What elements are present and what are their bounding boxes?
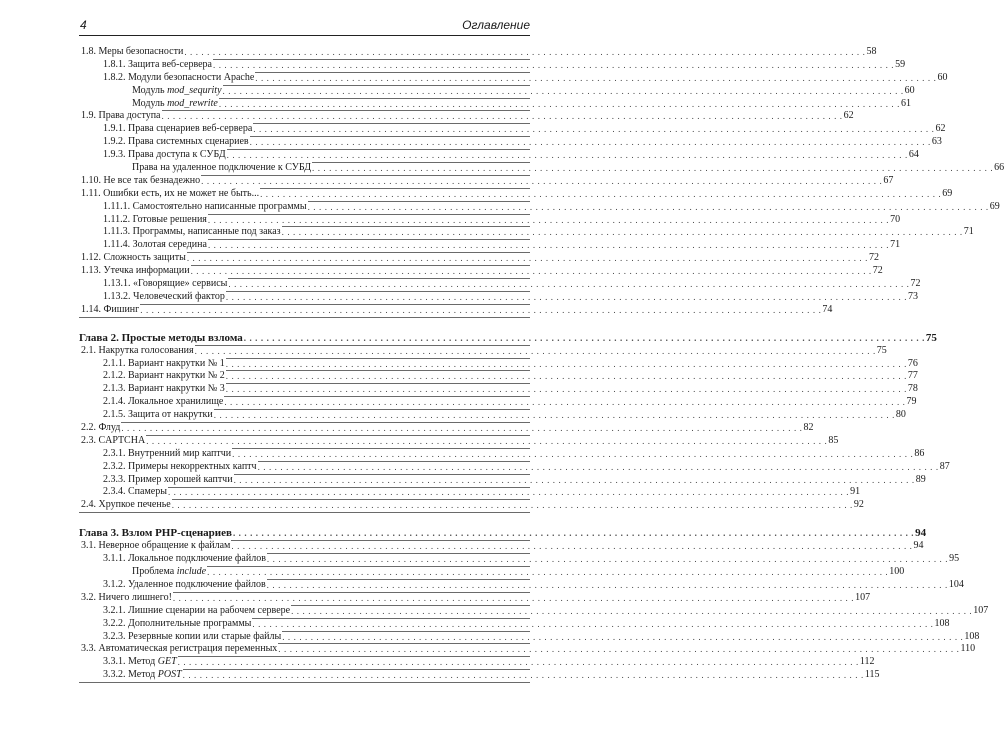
dot-leader: . . . . . . . . . . . . . . . . . . . . . . . . . . . . . . . . . . . . . . . . . . . . . . . . . . . . . . . . . . . . . . . . . . . . . . . . . . . . . . . . . . . . . . . . . . . . . . . . . . . . . . . . . . . . . . . . . . . . . . . . [255,72,937,83]
toc-entry-title-prefix: 3.3.1. Метод [103,656,158,668]
dot-leader: . . . . . . . . . . . . . . . . . . . . . . . . . . . . . . . . . . . . . . . . . . . . . . . . . . . . . . . . . . . . . . . . . . . . . . . . . . . . . . . . . . . . . . . . . . . . . . . . . . . . . . . . . . . . . . . . . . . . . . . . [266,579,948,590]
toc-entry-title-prefix: Модуль [132,84,168,96]
toc-page-number: 69 [989,200,1000,212]
toc-page-number: 77 [907,370,918,382]
toc-entry-title: 3.3. Автоматическая регистрация переменных [81,643,278,655]
toc-entry-title: 1.13.2. Человеческий фактор [79,291,226,304]
dot-leader: . . . . . . . . . . . . . . . . . . . . . . . . . . . . . . . . . . . . . . . . . . . . . . . . . . . . . . . . . . . . . . . . . . . . . . . . . . . . . . . . . . . . . . . . . . . . . . . . . . . . . . . . . . . . . . . . . . . . . . . . [232,528,915,539]
toc-entry-title: Права на удаленное подключение к СУБД [79,162,312,175]
toc-entry-title: 1.8.2. Модули безопасности Apache [79,72,255,85]
dot-leader: . . . . . . . . . . . . . . . . . . . . . . . . . . . . . . . . . . . . . . . . . . . . . . . . . . . . . . . . . . . . . . . . . . . . . . . . . . . . . . . . . . . . . . . . . . . . . . . . . . . . . . . . . . . . . . . . . . . . . . . . [225,371,907,382]
dot-leader: . . . . . . . . . . . . . . . . . . . . . . . . . . . . . . . . . . . . . . . . . . . . . . . . . . . . . . . . . . . . . . . . . . . . . . . . . . . . . . . . . . . . . . . . . . . . . . . . . . . . . . . . . . . . . . . . . . . . . . . . [140,304,822,315]
dot-leader: . . . . . . . . . . . . . . . . . . . . . . . . . . . . . . . . . . . . . . . . . . . . . . . . . . . . . . . . . . . . . . . . . . . . . . . . . . . . . . . . . . . . . . . . . . . . . . . . . . . . . . . . . . . . . . . . . . . . . . . . [253,124,935,135]
toc-page-number: 76 [907,357,918,369]
dot-leader: . . . . . . . . . . . . . . . . . . . . . . . . . . . . . . . . . . . . . . . . . . . . . . . . . . . . . . . . . . . . . . . . . . . . . . . . . . . . . . . . . . . . . . . . . . . . . . . . . . . . . . . . . . . . . . . . . . . . . . . . [307,201,989,212]
toc-page-number: 59 [895,58,906,70]
page-number: 4 [80,18,87,32]
toc-entry-title-italic: mod_rewrite [167,97,218,109]
toc-page-number: 72 [868,252,879,264]
toc-entry-title: 1.13. Утечка информации [81,265,190,277]
toc-page-number: 108 [934,617,950,629]
toc-entry-title [79,85,223,98]
dot-leader: . . . . . . . . . . . . . . . . . . . . . . . . . . . . . . . . . . . . . . . . . . . . . . . . . . . . . . . . . . . . . . . . . . . . . . . . . . . . . . . . . . . . . . . . . . . . . . . . . . . . . . . . . . . . . . . . . . . . . . . . [291,605,973,616]
toc-entry-title: 2.3.2. Примеры некорректных каптч [79,461,258,474]
toc-entry [79,669,880,683]
toc-page-number: 95 [949,553,960,565]
dot-leader: . . . . . . . . . . . . . . . . . . . . . . . . . . . . . . . . . . . . . . . . . . . . . . . . . . . . . . . . . . . . . . . . . . . . . . . . . . . . . . . . . . . . . . . . . . . . . . . . . . . . . . . . . . . . . . . . . . . . . . . . [228,279,910,290]
dot-leader: . . . . . . . . . . . . . . . . . . . . . . . . . . . . . . . . . . . . . . . . . . . . . . . . . . . . . . . . . . . . . . . . . . . . . . . . . . . . . . . . . . . . . . . . . . . . . . . . . . . . . . . . . . . . . . . . . . . . . . . . [213,410,895,421]
dot-leader: . . . . . . . . . . . . . . . . . . . . . . . . . . . . . . . . . . . . . . . . . . . . . . . . . . . . . . . . . . . . . . . . . . . . . . . . . . . . . . . . . . . . . . . . . . . . . . . . . . . . . . . . . . . . . . . . . . . . . . . . [207,240,890,251]
toc-chapter [79,527,927,541]
dot-leader: . . . . . . . . . . . . . . . . . . . . . . . . . . . . . . . . . . . . . . . . . . . . . . . . . . . . . . . . . . . . . . . . . . . . . . . . . . . . . . . . . . . . . . . . . . . . . . . . . . . . . . . . . . . . . . . . . . . . . . . . [177,657,859,668]
toc-entry-title: 1.11.1. Самостоятельно написанные программы [79,201,308,214]
dot-leader: . . . . . . . . . . . . . . . . . . . . . . . . . . . . . . . . . . . . . . . . . . . . . . . . . . . . . . . . . . . . . . . . . . . . . . . . . . . . . . . . . . . . . . . . . . . . . . . . . . . . . . . . . . . . . . . . . . . . . . . . [194,345,876,356]
toc-entry-title: 1.10. Не все так безнадежно [81,174,201,186]
dot-leader: . . . . . . . . . . . . . . . . . . . . . . . . . . . . . . . . . . . . . . . . . . . . . . . . . . . . . . . . . . . . . . . . . . . . . . . . . . . . . . . . . . . . . . . . . . . . . . . . . . . . . . . . . . . . . . . . . . . . . . . . [249,137,931,148]
toc-page-number: 74 [822,303,833,315]
dot-leader: . . . . . . . . . . . . . . . . . . . . . . . . . . . . . . . . . . . . . . . . . . . . . . . . . . . . . . . . . . . . . . . . . . . . . . . . . . . . . . . . . . . . . . . . . . . . . . . . . . . . . . . . . . . . . . . . . . . . . . . . [172,592,855,603]
dot-leader: . . . . . . . . . . . . . . . . . . . . . . . . . . . . . . . . . . . . . . . . . . . . . . . . . . . . . . . . . . . . . . . . . . . . . . . . . . . . . . . . . . . . . . . . . . . . . . . . . . . . . . . . . . . . . . . . . . . . . . . . [146,435,828,446]
toc-page-number: 58 [866,45,877,57]
toc-entry-title: Глава 2. Простые методы взлома [79,331,243,344]
toc-page-number: 87 [939,460,950,472]
toc-entry-title-prefix: 3.3.2. Метод [103,669,158,681]
toc-entry [79,499,864,513]
toc-page-number: 82 [803,422,814,434]
toc-page-number: 60 [904,84,915,96]
toc-page-number: 62 [843,110,854,122]
toc-entry-title-italic: include [176,566,207,578]
toc-page-number: 94 [913,540,924,552]
toc-page-number: 107 [855,591,871,603]
toc-entry-title: 3.1.1. Локальное подключение файлов [79,553,267,566]
dot-leader: . . . . . . . . . . . . . . . . . . . . . . . . . . . . . . . . . . . . . . . . . . . . . . . . . . . . . . . . . . . . . . . . . . . . . . . . . . . . . . . . . . . . . . . . . . . . . . . . . . . . . . . . . . . . . . . . . . . . . . . . [232,448,914,459]
toc-page-number: 71 [963,226,974,238]
toc-entry-title: Глава 3. Взлом PHP-сценариев [79,527,232,540]
toc-page-number: 91 [850,486,861,498]
toc-entry-title: 1.13.1. «Говорящие» сервисы [79,278,228,291]
toc-page-number: 66 [994,162,1004,173]
dot-leader: . . . . . . . . . . . . . . . . . . . . . . . . . . . . . . . . . . . . . . . . . . . . . . . . . . . . . . . . . . . . . . . . . . . . . . . . . . . . . . . . . . . . . . . . . . . . . . . . . . . . . . . . . . . . . . . . . . . . . . . . [225,291,908,302]
toc-entry-title: 2.1.5. Защита от накрутки [79,409,214,422]
toc-entry-title [79,566,207,579]
toc-entry-title: 2.4. Хрупкое печенье [81,499,171,511]
toc-entry-title-italic: GET [157,656,177,668]
toc-entry-title: 3.2.1. Лишние сценарии на рабочем сервере [79,605,291,618]
toc-page-number: 107 [973,604,989,616]
toc-entry-title-prefix: Проблема [132,566,177,578]
dot-leader: . . . . . . . . . . . . . . . . . . . . . . . . . . . . . . . . . . . . . . . . . . . . . . . . . . . . . . . . . . . . . . . . . . . . . . . . . . . . . . . . . . . . . . . . . . . . . . . . . . . . . . . . . . . . . . . . . . . . . . . . [182,670,864,681]
toc-entry-title: 1.14. Фишинг [81,303,140,315]
toc-entry-title: 1.11.2. Готовые решения [79,214,208,227]
toc-entry-title: 1.9.2. Права системных сценариев [79,136,250,149]
toc-page-number: 60 [937,71,948,83]
toc-page-number: 63 [931,136,942,148]
dot-leader: . . . . . . . . . . . . . . . . . . . . . . . . . . . . . . . . . . . . . . . . . . . . . . . . . . . . . . . . . . . . . . . . . . . . . . . . . . . . . . . . . . . . . . . . . . . . . . . . . . . . . . . . . . . . . . . . . . . . . . . . [225,358,907,369]
toc-page-number: 75 [925,331,937,344]
toc-entry-title: 3.2.2. Дополнительные программы [79,618,252,631]
dot-leader: . . . . . . . . . . . . . . . . . . . . . . . . . . . . . . . . . . . . . . . . . . . . . . . . . . . . . . . . . . . . . . . . . . . . . . . . . . . . . . . . . . . . . . . . . . . . . . . . . . . . . . . . . . . . . . . . . . . . . . . . [218,98,900,109]
toc-page-number: 80 [895,409,906,421]
toc-page-number: 85 [828,434,839,446]
dot-leader: . . . . . . . . . . . . . . . . . . . . . . . . . . . . . . . . . . . . . . . . . . . . . . . . . . . . . . . . . . . . . . . . . . . . . . . . . . . . . . . . . . . . . . . . . . . . . . . . . . . . . . . . . . . . . . . . . . . . . . . . [201,175,883,186]
toc-page-number: 104 [948,578,964,590]
toc-entry-title: 2.3.1. Внутренний мир каптчи [79,448,232,461]
toc-page-number: 78 [907,383,918,395]
toc-chapter [79,331,937,346]
toc-page-number: 108 [964,630,980,642]
toc-page-number: 92 [853,499,864,511]
toc-entry-title: 1.12. Сложность защиты [81,252,186,264]
toc-entry-title: 2.2. Флуд [81,422,121,434]
toc-entry-title: 1.9. Права доступа [81,110,161,122]
toc-entry-title: 2.3.4. Спамеры [79,486,168,499]
toc-entry-title: 3.1. Неверное обращение к файлам [81,540,231,552]
toc-page-number: 100 [889,566,905,578]
dot-leader: . . . . . . . . . . . . . . . . . . . . . . . . . . . . . . . . . . . . . . . . . . . . . . . . . . . . . . . . . . . . . . . . . . . . . . . . . . . . . . . . . . . . . . . . . . . . . . . . . . . . . . . . . . . . . . . . . . . . . . . . [243,332,925,343]
dot-leader: . . . . . . . . . . . . . . . . . . . . . . . . . . . . . . . . . . . . . . . . . . . . . . . . . . . . . . . . . . . . . . . . . . . . . . . . . . . . . . . . . . . . . . . . . . . . . . . . . . . . . . . . . . . . . . . . . . . . . . . . [161,111,843,122]
dot-leader: . . . . . . . . . . . . . . . . . . . . . . . . . . . . . . . . . . . . . . . . . . . . . . . . . . . . . . . . . . . . . . . . . . . . . . . . . . . . . . . . . . . . . . . . . . . . . . . . . . . . . . . . . . . . . . . . . . . . . . . . [260,188,942,199]
dot-leader: . . . . . . . . . . . . . . . . . . . . . . . . . . . . . . . . . . . . . . . . . . . . . . . . . . . . . . . . . . . . . . . . . . . . . . . . . . . . . . . . . . . . . . . . . . . . . . . . . . . . . . . . . . . . . . . . . . . . . . . . [224,397,906,408]
toc-page-number: 61 [900,97,911,109]
dot-leader: . . . . . . . . . . . . . . . . . . . . . . . . . . . . . . . . . . . . . . . . . . . . . . . . . . . . . . . . . . . . . . . . . . . . . . . . . . . . . . . . . . . . . . . . . . . . . . . . . . . . . . . . . . . . . . . . . . . . . . . . [233,474,915,485]
toc-entry-title-prefix: Модуль [132,97,168,109]
toc-entry-title [79,656,178,669]
toc-page-number: 89 [915,473,926,485]
dot-leader: . . . . . . . . . . . . . . . . . . . . . . . . . . . . . . . . . . . . . . . . . . . . . . . . . . . . . . . . . . . . . . . . . . . . . . . . . . . . . . . . . . . . . . . . . . . . . . . . . . . . . . . . . . . . . . . . . . . . . . . . [167,487,850,498]
toc-entry-title: 1.11. Ошибки есть, их не может не быть... [81,187,260,199]
table-of-contents [79,45,1004,683]
toc-entry-title: 1.8.1. Защита веб-сервера [79,59,213,72]
toc-entry-title: 3.1.2. Удаленное подключение файлов [79,579,267,592]
toc-entry-title: 1.11.4. Золотая середина [79,239,208,252]
dot-leader: . . . . . . . . . . . . . . . . . . . . . . . . . . . . . . . . . . . . . . . . . . . . . . . . . . . . . . . . . . . . . . . . . . . . . . . . . . . . . . . . . . . . . . . . . . . . . . . . . . . . . . . . . . . . . . . . . . . . . . . . [184,46,866,57]
dot-leader: . . . . . . . . . . . . . . . . . . . . . . . . . . . . . . . . . . . . . . . . . . . . . . . . . . . . . . . . . . . . . . . . . . . . . . . . . . . . . . . . . . . . . . . . . . . . . . . . . . . . . . . . . . . . . . . . . . . . . . . . [222,85,904,96]
dot-leader: . . . . . . . . . . . . . . . . . . . . . . . . . . . . . . . . . . . . . . . . . . . . . . . . . . . . . . . . . . . . . . . . . . . . . . . . . . . . . . . . . . . . . . . . . . . . . . . . . . . . . . . . . . . . . . . . . . . . . . . . [190,266,872,277]
toc-entry-title: 3.2.3. Резервные копии или старые файлы [79,631,282,644]
toc-entry-title: 1.8. Меры безопасности [81,45,184,57]
toc-page-number: 112 [859,656,875,668]
toc-entry-title: 2.1.4. Локальное хранилище [79,396,224,409]
toc-entry-title [79,669,183,682]
toc-entry-title-italic: POST [157,669,182,681]
toc-entry-title: 2.1.1. Вариант накрутки № 1 [79,358,226,371]
toc-page-number: 110 [960,643,976,655]
running-title: Оглавление [462,18,530,32]
toc-page-number: 79 [906,396,917,408]
dot-leader: . . . . . . . . . . . . . . . . . . . . . . . . . . . . . . . . . . . . . . . . . . . . . . . . . . . . . . . . . . . . . . . . . . . . . . . . . . . . . . . . . . . . . . . . . . . . . . . . . . . . . . . . . . . . . . . . . . . . . . . . [226,150,908,161]
dot-leader: . . . . . . . . . . . . . . . . . . . . . . . . . . . . . . . . . . . . . . . . . . . . . . . . . . . . . . . . . . . . . . . . . . . . . . . . . . . . . . . . . . . . . . . . . . . . . . . . . . . . . . . . . . . . . . . . . . . . . . . . [252,618,934,629]
toc-page-number: 86 [914,447,925,459]
toc-page-number: 72 [910,278,921,290]
dot-leader: . . . . . . . . . . . . . . . . . . . . . . . . . . . . . . . . . . . . . . . . . . . . . . . . . . . . . . . . . . . . . . . . . . . . . . . . . . . . . . . . . . . . . . . . . . . . . . . . . . . . . . . . . . . . . . . . . . . . . . . . [207,214,890,225]
dot-leader: . . . . . . . . . . . . . . . . . . . . . . . . . . . . . . . . . . . . . . . . . . . . . . . . . . . . . . . . . . . . . . . . . . . . . . . . . . . . . . . . . . . . . . . . . . . . . . . . . . . . . . . . . . . . . . . . . . . . . . . . [257,461,939,472]
toc-page-number: 67 [883,174,894,186]
toc-entry-title: 1.9.3. Права доступа к СУБД [79,149,227,162]
page-header [79,16,530,36]
dot-leader: . . . . . . . . . . . . . . . . . . . . . . . . . . . . . . . . . . . . . . . . . . . . . . . . . . . . . . . . . . . . . . . . . . . . . . . . . . . . . . . . . . . . . . . . . . . . . . . . . . . . . . . . . . . . . . . . . . . . . . . . [282,631,964,642]
dot-leader: . . . . . . . . . . . . . . . . . . . . . . . . . . . . . . . . . . . . . . . . . . . . . . . . . . . . . . . . . . . . . . . . . . . . . . . . . . . . . . . . . . . . . . . . . . . . . . . . . . . . . . . . . . . . . . . . . . . . . . . . [171,500,853,511]
toc-page-number: 71 [890,239,901,251]
toc-entry-title: 2.1.2. Вариант накрутки № 2 [79,370,226,383]
dot-leader: . . . . . . . . . . . . . . . . . . . . . . . . . . . . . . . . . . . . . . . . . . . . . . . . . . . . . . . . . . . . . . . . . . . . . . . . . . . . . . . . . . . . . . . . . . . . . . . . . . . . . . . . . . . . . . . . . . . . . . . . [281,227,963,238]
dot-leader: . . . . . . . . . . . . . . . . . . . . . . . . . . . . . . . . . . . . . . . . . . . . . . . . . . . . . . . . . . . . . . . . . . . . . . . . . . . . . . . . . . . . . . . . . . . . . . . . . . . . . . . . . . . . . . . . . . . . . . . . [213,59,895,70]
toc-page-number: 115 [864,669,880,681]
toc-page-number: 75 [876,344,887,356]
dot-leader: . . . . . . . . . . . . . . . . . . . . . . . . . . . . . . . . . . . . . . . . . . . . . . . . . . . . . . . . . . . . . . . . . . . . . . . . . . . . . . . . . . . . . . . . . . . . . . . . . . . . . . . . . . . . . . . . . . . . . . . . [121,423,803,434]
toc-page-number: 64 [908,149,919,161]
dot-leader: . . . . . . . . . . . . . . . . . . . . . . . . . . . . . . . . . . . . . . . . . . . . . . . . . . . . . . . . . . . . . . . . . . . . . . . . . . . . . . . . . . . . . . . . . . . . . . . . . . . . . . . . . . . . . . . . . . . . . . . . [225,384,907,395]
toc-page-number: 70 [890,213,901,225]
header-rule [79,35,530,36]
toc-entry-title: 1.11.3. Программы, написанные под заказ [79,226,282,239]
toc-entry-title [79,98,219,111]
toc-entry-title: 1.9.1. Права сценариев веб-сервера [79,123,253,136]
dot-leader: . . . . . . . . . . . . . . . . . . . . . . . . . . . . . . . . . . . . . . . . . . . . . . . . . . . . . . . . . . . . . . . . . . . . . . . . . . . . . . . . . . . . . . . . . . . . . . . . . . . . . . . . . . . . . . . . . . . . . . . . [278,644,960,655]
toc-page-number: 62 [935,123,946,135]
dot-leader: . . . . . . . . . . . . . . . . . . . . . . . . . . . . . . . . . . . . . . . . . . . . . . . . . . . . . . . . . . . . . . . . . . . . . . . . . . . . . . . . . . . . . . . . . . . . . . . . . . . . . . . . . . . . . . . . . . . . . . . . [231,541,913,552]
toc-entry-title: 3.2. Ничего лишнего! [81,591,172,603]
toc-entry-title: 2.1. Накрутка голосования [81,344,194,356]
toc-page-number: 72 [872,265,883,277]
toc-page-number: 73 [908,290,919,302]
dot-leader: . . . . . . . . . . . . . . . . . . . . . . . . . . . . . . . . . . . . . . . . . . . . . . . . . . . . . . . . . . . . . . . . . . . . . . . . . . . . . . . . . . . . . . . . . . . . . . . . . . . . . . . . . . . . . . . . . . . . . . . . [207,567,889,578]
toc-entry-title: 2.1.3. Вариант накрутки № 3 [79,383,226,396]
dot-leader: . . . . . . . . . . . . . . . . . . . . . . . . . . . . . . . . . . . . . . . . . . . . . . . . . . . . . . . . . . . . . . . . . . . . . . . . . . . . . . . . . . . . . . . . . . . . . . . . . . . . . . . . . . . . . . . . . . . . . . . . [186,253,868,264]
toc-entry-title: 2.3. CAPTCHA [81,434,146,446]
toc-page-number: 94 [915,527,927,540]
toc-entry [79,303,833,318]
toc-entry-title: 2.3.3. Пример хорошей каптчи [79,474,234,487]
toc-page-number: 69 [942,187,953,199]
dot-leader: . . . . . . . . . . . . . . . . . . . . . . . . . . . . . . . . . . . . . . . . . . . . . . . . . . . . . . . . . . . . . . . . . . . . . . . . . . . . . . . . . . . . . . . . . . . . . . . . . . . . . . . . . . . . . . . . . . . . . . . . [266,554,949,565]
toc-entry-title-italic: mod_sequrity [167,84,222,96]
dot-leader: . . . . . . . . . . . . . . . . . . . . . . . . . . . . . . . . . . . . . . . . . . . . . . . . . . . . . . . . . . . . . . . . . . . . . . . . . . . . . . . . . . . . . . . . . . . . . . . . . . . . . . . . . . . . . . . . . . . . . . . . [312,163,994,173]
